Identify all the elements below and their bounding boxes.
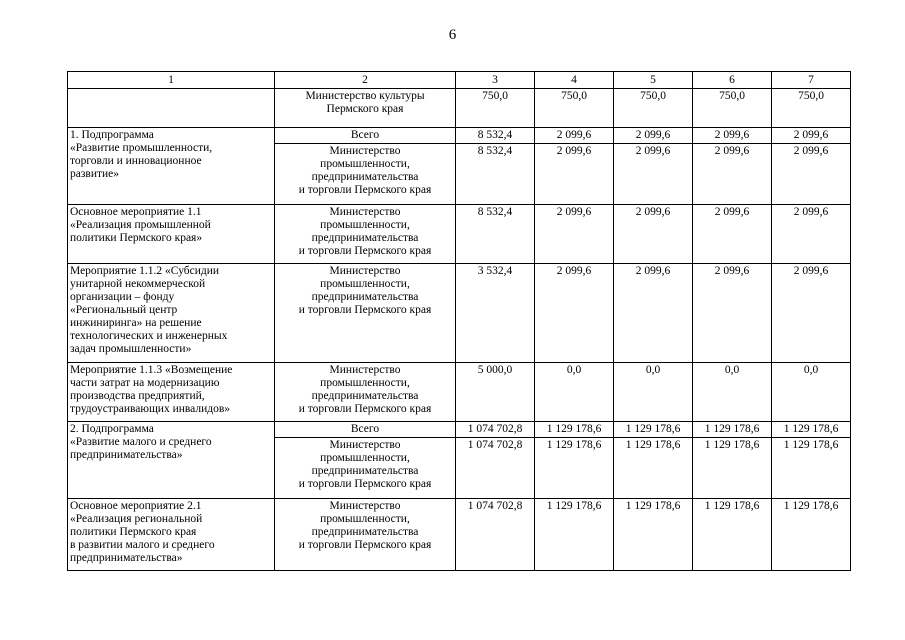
amount-cell: 1 074 702,8: [456, 422, 535, 438]
table-row: [68, 499, 851, 571]
amount-cell: 1 074 702,8: [456, 499, 535, 571]
amount-cell: 0,0: [535, 363, 614, 422]
executor-cell: Министерство промышленности, предпринимательства и торговли Пермского края: [275, 205, 456, 264]
amount-cell: 0,0: [693, 363, 772, 422]
amount-cell: 5 000,0: [456, 363, 535, 422]
column-number: 6: [693, 72, 772, 89]
program-name-cell: [68, 89, 275, 128]
executor-cell: Министерство промышленности, предпринимательства и торговли Пермского края: [275, 499, 456, 571]
amount-cell: 8 532,4: [456, 144, 535, 205]
executor-cell: Министерство промышленности, предпринимательства и торговли Пермского края: [275, 438, 456, 499]
column-number: 1: [68, 72, 275, 89]
amount-cell: 2 099,6: [614, 264, 693, 363]
amount-cell: 1 129 178,6: [614, 438, 693, 499]
amount-cell: 1 129 178,6: [693, 499, 772, 571]
amount-cell: 1 129 178,6: [614, 422, 693, 438]
amount-cell: 2 099,6: [693, 144, 772, 205]
amount-cell: 2 099,6: [693, 205, 772, 264]
column-number: 3: [456, 72, 535, 89]
executor-cell: Министерство культуры Пермского края: [275, 89, 456, 128]
column-number: 5: [614, 72, 693, 89]
table-header-row: [68, 72, 851, 89]
amount-cell: 1 129 178,6: [535, 438, 614, 499]
amount-cell: 8 532,4: [456, 128, 535, 144]
amount-cell: 2 099,6: [535, 264, 614, 363]
budget-table: [67, 71, 851, 571]
column-number: 2: [275, 72, 456, 89]
amount-cell: 1 074 702,8: [456, 438, 535, 499]
amount-cell: 3 532,4: [456, 264, 535, 363]
amount-cell: 2 099,6: [614, 144, 693, 205]
program-name-cell: Основное мероприятие 1.1 «Реализация промышленной политики Пермского края»: [68, 205, 275, 264]
amount-cell: 750,0: [693, 89, 772, 128]
table-row: [68, 264, 851, 363]
amount-cell: 2 099,6: [772, 264, 851, 363]
amount-cell: 750,0: [772, 89, 851, 128]
program-name-cell: 1. Подпрограмма «Развитие промышленности, торговли и инновационное развитие»: [68, 128, 275, 205]
table-row: [68, 128, 851, 144]
amount-cell: 750,0: [456, 89, 535, 128]
amount-cell: 2 099,6: [772, 205, 851, 264]
table-row: [68, 89, 851, 128]
amount-cell: 1 129 178,6: [535, 499, 614, 571]
amount-cell: 2 099,6: [772, 144, 851, 205]
table-row: [68, 422, 851, 438]
program-name-cell: Мероприятие 1.1.2 «Субсидии унитарной некоммерческой организации – фонду «Региональный центр инжиниринга» на решение технологических и инженерных задач промышленности»: [68, 264, 275, 363]
page-number: 6: [448, 27, 457, 43]
amount-cell: 2 099,6: [535, 144, 614, 205]
amount-cell: 2 099,6: [614, 128, 693, 144]
amount-cell: 8 532,4: [456, 205, 535, 264]
amount-cell: 1 129 178,6: [535, 422, 614, 438]
amount-cell: 2 099,6: [693, 128, 772, 144]
executor-cell: Всего: [275, 422, 456, 438]
amount-cell: 2 099,6: [772, 128, 851, 144]
executor-cell: Министерство промышленности, предпринимательства и торговли Пермского края: [275, 144, 456, 205]
program-name-cell: Основное мероприятие 2.1 «Реализация региональной политики Пермского края в развитии малого и среднего предпринимательства»: [68, 499, 275, 571]
amount-cell: 1 129 178,6: [693, 422, 772, 438]
amount-cell: 1 129 178,6: [772, 499, 851, 571]
amount-cell: 1 129 178,6: [772, 422, 851, 438]
amount-cell: 750,0: [614, 89, 693, 128]
executor-cell: Всего: [275, 128, 456, 144]
program-name-cell: 2. Подпрограмма «Развитие малого и среднего предпринимательства»: [68, 422, 275, 499]
amount-cell: 0,0: [772, 363, 851, 422]
amount-cell: 750,0: [535, 89, 614, 128]
amount-cell: 2 099,6: [614, 205, 693, 264]
column-number: 4: [535, 72, 614, 89]
amount-cell: 2 099,6: [693, 264, 772, 363]
amount-cell: 1 129 178,6: [772, 438, 851, 499]
column-number: 7: [772, 72, 851, 89]
amount-cell: 2 099,6: [535, 205, 614, 264]
table-row: [68, 205, 851, 264]
program-name-cell: Мероприятие 1.1.3 «Возмещение части затрат на модернизацию производства предприятий, трудоустраивающих инвалидов»: [68, 363, 275, 422]
executor-cell: Министерство промышленности, предпринимательства и торговли Пермского края: [275, 264, 456, 363]
executor-cell: Министерство промышленности, предпринимательства и торговли Пермского края: [275, 363, 456, 422]
amount-cell: 0,0: [614, 363, 693, 422]
amount-cell: 1 129 178,6: [693, 438, 772, 499]
table-row: [68, 363, 851, 422]
amount-cell: 2 099,6: [535, 128, 614, 144]
amount-cell: 1 129 178,6: [614, 499, 693, 571]
